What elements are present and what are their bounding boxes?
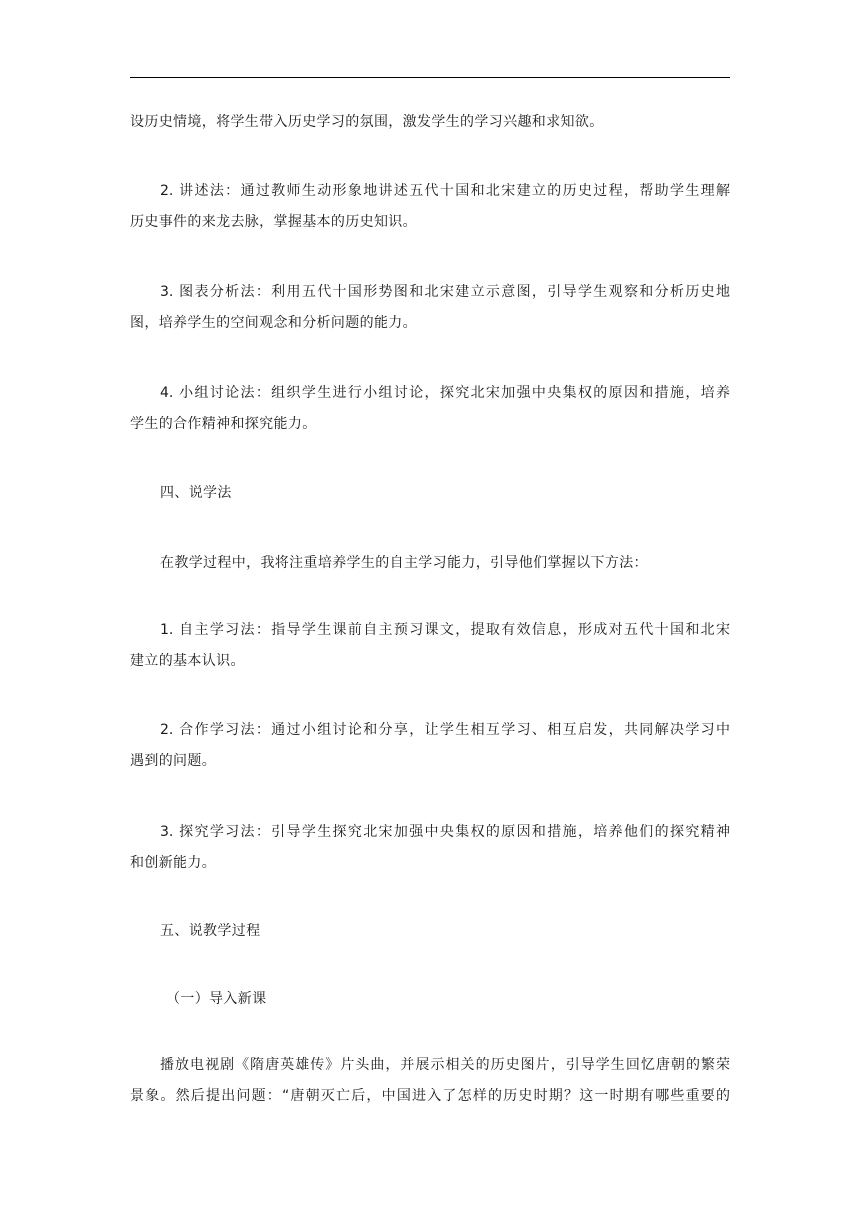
paragraph-line: 遇到的问题。 [130, 753, 217, 769]
paragraph-line: 2. 合作学习法：通过小组讨论和分享，让学生相互学习、相互启发，共同解决学习中 [160, 722, 730, 738]
paragraph-line: 1. 自主学习法：指导学生课前自主预习课文，提取有效信息，形成对五代十国和北宋 [160, 622, 730, 638]
paragraph-line: 图，培养学生的空间观念和分析问题的能力。 [130, 315, 417, 331]
paragraph-line: 3. 探究学习法：引导学生探究北宋加强中央集权的原因和措施，培养他们的探究精神 [160, 824, 730, 840]
paragraph-line: 设历史情境，将学生带入历史学习的氛围，激发学生的学习兴趣和求知欲。 [130, 114, 604, 130]
section-heading: 五、说教学过程 [160, 923, 261, 939]
paragraph-line: 学生的合作精神和探究能力。 [130, 416, 317, 432]
paragraph-line: 播放电视剧《隋唐英雄传》片头曲，并展示相关的历史图片，引导学生回忆唐朝的繁荣 [160, 1057, 730, 1073]
paragraph-line: 4. 小组讨论法：组织学生进行小组讨论，探究北宋加强中央集权的原因和措施，培养 [160, 385, 730, 401]
header-rule [130, 77, 730, 78]
paragraph-line: 在教学过程中，我将注重培养学生的自主学习能力，引导他们掌握以下方法： [160, 555, 648, 571]
paragraph-line: 和创新能力。 [130, 855, 217, 871]
section-heading: 四、说学法 [160, 485, 232, 501]
paragraph-line: 建立的基本认识。 [130, 653, 245, 669]
paragraph-line: 历史事件的来龙去脉，掌握基本的历史知识。 [130, 214, 417, 230]
paragraph-line: 2. 讲述法：通过教师生动形象地讲述五代十国和北宋建立的历史过程，帮助学生理解 [160, 183, 730, 199]
subsection-heading: （一）导入新课 [166, 991, 267, 1007]
paragraph-line: 景象。然后提出问题：“唐朝灭亡后，中国进入了怎样的历史时期？这一时期有哪些重要的 [130, 1088, 730, 1104]
paragraph-line: 3. 图表分析法：利用五代十国形势图和北宋建立示意图，引导学生观察和分析历史地 [160, 284, 730, 300]
